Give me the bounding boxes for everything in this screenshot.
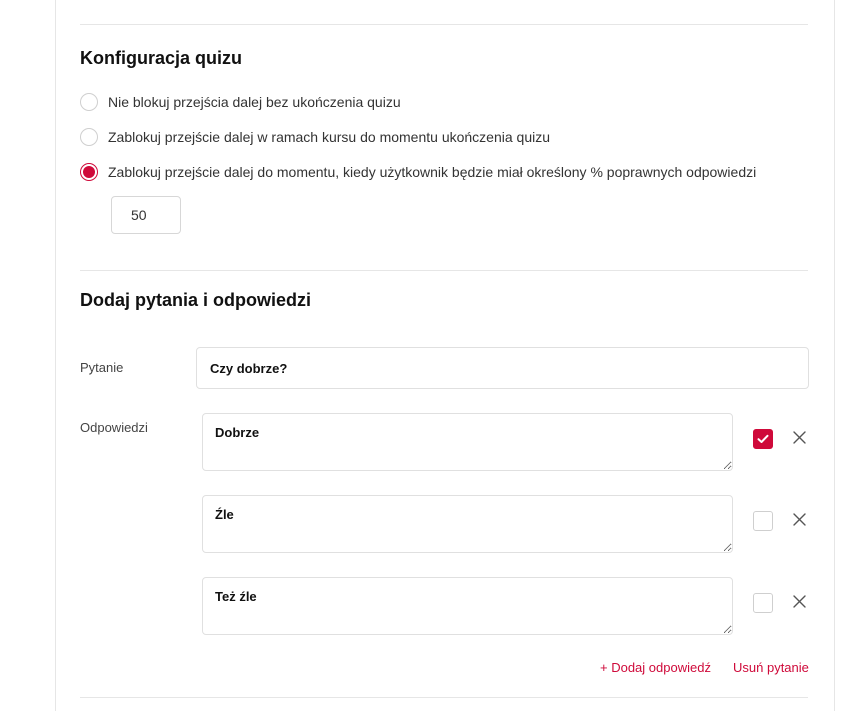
- answer-textarea[interactable]: [202, 495, 733, 553]
- divider-top: [80, 24, 808, 25]
- radio-label: Nie blokuj przejścia dalej bez ukończenia quizu: [108, 94, 401, 110]
- radio-button-selected[interactable]: [80, 163, 98, 181]
- divider-middle: [80, 270, 808, 271]
- answers-label: Odpowiedzi: [80, 420, 148, 435]
- answer-textarea[interactable]: [202, 413, 733, 471]
- add-answer-link[interactable]: + Dodaj odpowiedź: [600, 660, 711, 675]
- radio-option-block-until-complete[interactable]: [80, 126, 550, 148]
- check-icon: [757, 434, 769, 444]
- correct-checkbox[interactable]: [753, 511, 773, 531]
- radio-option-no-block[interactable]: [80, 91, 401, 113]
- radio-label: Zablokuj przejście dalej w ramach kursu do momentu ukończenia quizu: [108, 129, 550, 145]
- quiz-config-title: Konfiguracja quizu: [80, 48, 242, 68]
- close-icon: [793, 431, 806, 444]
- remove-answer-button[interactable]: [791, 429, 807, 445]
- radio-button[interactable]: [80, 128, 98, 146]
- remove-answer-button[interactable]: [791, 511, 807, 527]
- close-icon: [793, 595, 806, 608]
- correct-checkbox[interactable]: [753, 429, 773, 449]
- radio-option-block-until-percent[interactable]: [80, 161, 756, 183]
- divider-bottom: [80, 697, 808, 698]
- remove-question-link[interactable]: Usuń pytanie: [733, 660, 809, 675]
- remove-answer-button[interactable]: [791, 593, 807, 609]
- percent-input[interactable]: [111, 196, 181, 234]
- close-icon: [793, 513, 806, 526]
- answer-textarea[interactable]: [202, 577, 733, 635]
- correct-checkbox[interactable]: [753, 593, 773, 613]
- question-input[interactable]: [196, 347, 809, 389]
- radio-button[interactable]: [80, 93, 98, 111]
- radio-label: Zablokuj przejście dalej do momentu, kiedy użytkownik będzie miał określony % poprawnych odpowiedzi: [108, 164, 757, 180]
- questions-title: Dodaj pytania i odpowiedzi: [80, 290, 312, 310]
- question-label: Pytanie: [80, 360, 124, 375]
- page-gutter: [0, 0, 55, 711]
